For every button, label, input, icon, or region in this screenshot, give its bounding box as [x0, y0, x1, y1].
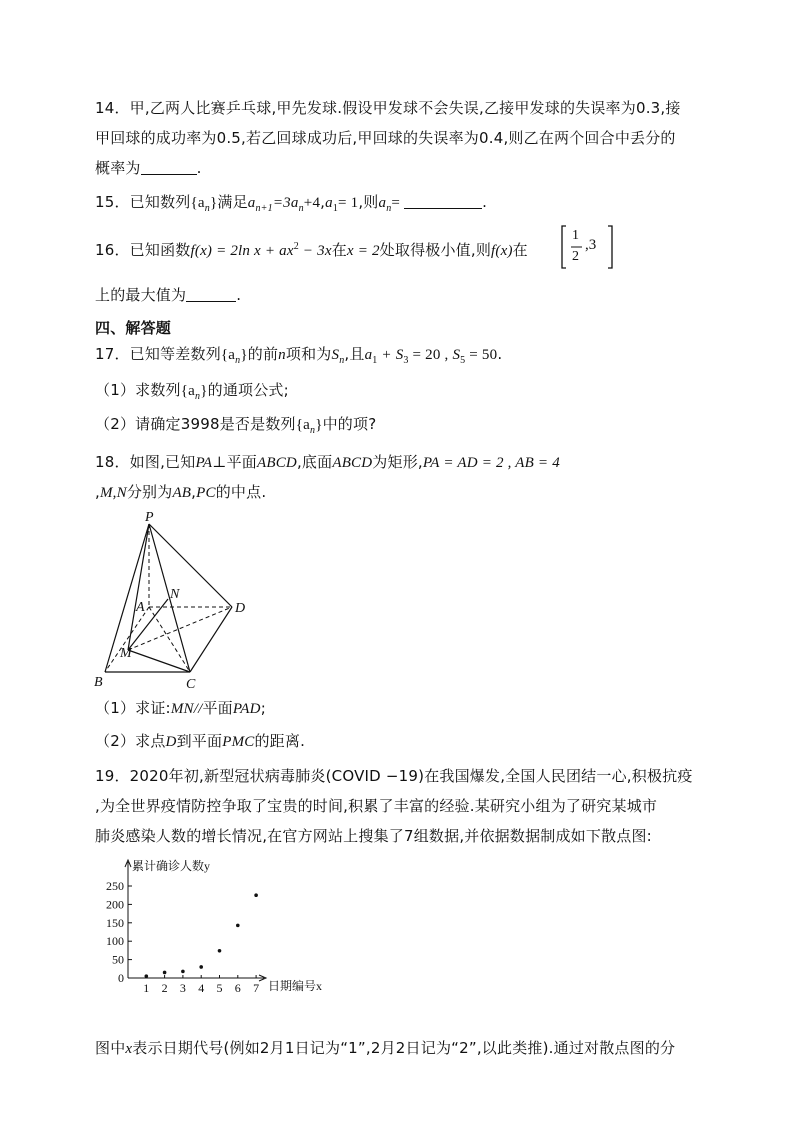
- q18-perp: ⊥: [212, 455, 227, 471]
- q16-fx2: f(x): [491, 243, 513, 259]
- edge-MC: [128, 650, 190, 672]
- q16-line2: [95, 285, 241, 305]
- edge-PM: [128, 524, 149, 650]
- q19-line4-x: x: [125, 1041, 133, 1057]
- q18-abcd2: ABCD: [332, 455, 373, 471]
- q15-rec-tail: +4: [303, 195, 321, 211]
- q16-xeq: x = 2: [346, 243, 380, 259]
- q16-square: 2: [293, 241, 299, 252]
- q18-part1-pad: PAD: [232, 701, 261, 717]
- label-M: M: [120, 646, 132, 661]
- q17-cond2c: = 50: [465, 347, 498, 363]
- q17-cond1b-sub: 3: [403, 355, 409, 366]
- q19-line2: ,为全世界疫情防控争取了宝贵的时间,积累了丰富的经验.某研究小组为了研究某城市: [95, 797, 658, 815]
- q15-line: [95, 192, 487, 219]
- y-tick-label: 250: [106, 879, 124, 893]
- q18-part1: [95, 698, 266, 719]
- q19-line1: 19．2020年初,新型冠状病毒肺炎(COVID −19)在我国爆发,全国人民团结一心,积极抗疫: [95, 767, 693, 785]
- q17-n: n: [278, 347, 286, 363]
- q17-S: S: [331, 347, 340, 363]
- q18-part1-mn: MN: [170, 701, 194, 717]
- q18-cond: PA = AD = 2 , AB = 4: [422, 455, 560, 471]
- q18-line2-a: ,: [95, 483, 100, 501]
- x-tick-label: 4: [198, 981, 205, 995]
- edge-PD: [149, 524, 232, 607]
- q14-line3: [95, 158, 202, 178]
- q17-seq-end: }: [240, 347, 248, 363]
- edge-CD: [190, 607, 232, 672]
- q15-text: 15．已知数列: [95, 193, 191, 211]
- edge-MN: [128, 599, 168, 650]
- q16-frac-num: 1: [572, 228, 579, 243]
- q17-part2-a: （2）请确定3998是否是数列: [95, 415, 296, 433]
- q18-line2-b: 分别为: [126, 483, 173, 501]
- q18-part2-b: 到平面: [176, 732, 223, 750]
- q15-a1: a: [325, 195, 333, 211]
- q15-an-sub: n: [386, 203, 392, 214]
- x-tick-label: 5: [216, 981, 223, 995]
- q14-line2: 甲回球的成功率为0.5,若乙回球成功后,甲回球的失误率为0.4,则乙在两个回合中丢分的: [95, 129, 676, 147]
- q15-text-b: 满足: [217, 193, 248, 211]
- q18-text-d: 为矩形,: [372, 453, 423, 471]
- scatter-point: [199, 965, 203, 969]
- x-tick-label: 6: [234, 981, 241, 995]
- q17-part2-seq-sub: n: [309, 425, 316, 436]
- x-axis-label: 日期编号x: [268, 979, 323, 993]
- q17-part1: [95, 380, 289, 407]
- q17-cond1a: a: [364, 347, 373, 363]
- q17-cond1c: = 20: [408, 347, 441, 363]
- y-tick-label: 0: [118, 971, 124, 985]
- y-tick-label: 200: [106, 897, 124, 912]
- q16-fx-tail: − 3x: [298, 243, 332, 259]
- q19-line4-a: 图中: [95, 1039, 126, 1057]
- y-tick-label: 100: [106, 934, 124, 949]
- q15-an: a: [378, 195, 387, 211]
- q18-ab: AB: [172, 485, 192, 501]
- q16-text-a: 16．已知函数: [95, 241, 191, 259]
- q17-text-c: 项和为: [285, 345, 332, 363]
- q14-text: 概率为: [95, 159, 141, 177]
- q15-rec-eq: =3a: [272, 195, 299, 211]
- q16-line1: [95, 237, 528, 261]
- q18-line1: [95, 452, 560, 473]
- q18-pc: PC: [196, 485, 216, 501]
- q17-part1-a: （1）求数列: [95, 381, 181, 399]
- answer-blank: [141, 160, 197, 175]
- answer-blank: [404, 194, 482, 209]
- q15-end: .: [482, 193, 488, 211]
- q17-S-sub: n: [339, 355, 345, 366]
- q17-part2-seq-end: }: [315, 417, 323, 433]
- q19-line4: [95, 1038, 675, 1059]
- q19-line3: 肺炎感染人数的增长情况,在官方网站上搜集了7组数据,并依据数据制成如下散点图:: [95, 827, 652, 845]
- q14-end: .: [196, 159, 202, 177]
- q17-text-d: ,且: [344, 345, 365, 363]
- scatter-chart: [92, 848, 352, 998]
- edge-AC: [149, 607, 190, 672]
- q18-part2-pmc: PMC: [222, 734, 255, 750]
- q15-an-eq: =: [391, 195, 401, 211]
- q17-cond1b: + S: [377, 347, 404, 363]
- q18-line2-c: 的中点.: [215, 483, 267, 501]
- label-B: B: [94, 675, 103, 690]
- x-tick-label: 7: [253, 981, 260, 995]
- q17-part2-b: 中的项?: [322, 415, 377, 433]
- q18-pa: PA: [195, 455, 213, 471]
- q18-comma: ,: [191, 483, 197, 501]
- q17-cond2: S: [452, 347, 461, 363]
- q16-text-b: 在: [331, 241, 347, 259]
- q18-part2-a: （2）求点: [95, 732, 166, 750]
- q18-text-c: ,底面: [296, 453, 333, 471]
- q18-part2: [95, 731, 305, 752]
- q17-cond1a-sub: 1: [372, 355, 378, 366]
- q15-seq: {a: [190, 195, 205, 211]
- q18-part2-d: D: [165, 734, 177, 750]
- label-D: D: [235, 601, 246, 616]
- scatter-point: [254, 893, 258, 897]
- q18-part1-b: 平面: [202, 699, 233, 717]
- q19-line4-b: 表示日期代号(例如2月1日记为“1”,2月2日记为“2”,以此类推).通过对散点图的分: [132, 1039, 676, 1057]
- q18-part1-a: （1）求证:: [95, 699, 171, 717]
- label-A: A: [136, 600, 145, 615]
- section-title: 四、解答题: [95, 319, 172, 337]
- q18-line2: [95, 482, 266, 503]
- q17-seq-sub: n: [235, 355, 241, 366]
- q17-part1-seq-sub: n: [195, 391, 201, 402]
- scatter-point: [181, 970, 185, 974]
- q17-text-b: 的前: [247, 345, 279, 363]
- q15-comma: ,: [320, 193, 326, 211]
- q17-line1: [95, 344, 502, 371]
- q16-text-e: 上的最大值为: [95, 286, 187, 304]
- q17-seq: {a: [220, 347, 236, 363]
- scatter-point: [236, 924, 240, 928]
- q16-interval-tail: ,3: [585, 237, 597, 253]
- q15-a1-sub: 1: [332, 203, 339, 214]
- q18-text-a: 18．如图,已知: [95, 453, 196, 471]
- q17-text-a: 17．已知等差数列: [95, 345, 221, 363]
- x-tick-label: 1: [143, 981, 150, 995]
- q17-part2-seq: {a: [295, 417, 310, 433]
- x-tick-label: 2: [161, 981, 168, 995]
- q15-rec: a: [247, 195, 256, 211]
- q14-line1: 14．甲,乙两人比赛乒乓球,甲先发球.假设甲发球不会失误,乙接甲发球的失误率为0.3,接: [95, 99, 681, 117]
- q18-mn: M,N: [99, 485, 127, 501]
- label-C: C: [186, 677, 196, 690]
- y-tick-label: 50: [112, 952, 124, 967]
- q18-part2-c: 的距离.: [254, 732, 306, 750]
- label-N: N: [170, 587, 180, 602]
- scatter-point: [163, 971, 167, 975]
- q16-fx: f(x) = 2ln x + ax: [190, 243, 294, 259]
- pyramid-figure: [92, 510, 262, 690]
- edge-AB: [105, 607, 149, 672]
- q15-seq-sub: n: [204, 203, 210, 214]
- q18-part1-c: ;: [260, 699, 266, 717]
- q17-part1-seq-end: }: [200, 383, 208, 399]
- q16-text-c: 处取得极小值,则: [379, 241, 492, 259]
- y-tick-label: 150: [106, 915, 124, 930]
- label-P: P: [145, 510, 154, 525]
- q16-end: .: [236, 286, 242, 304]
- scatter-point: [145, 974, 149, 978]
- q15-rec-sub2: n: [298, 203, 304, 214]
- q17-part1-b: 的通项公式;: [207, 381, 289, 399]
- q15-seq-end: }: [209, 195, 218, 211]
- answer-blank: [186, 287, 236, 302]
- q18-abcd: ABCD: [256, 455, 297, 471]
- q17-part2: [95, 414, 376, 441]
- q18-text-b: 平面: [226, 453, 257, 471]
- q18-part1-par: //: [193, 701, 203, 717]
- q17-cond2-sub: 5: [460, 355, 466, 366]
- q16-text-d: 在: [512, 241, 528, 259]
- q16-interval: [560, 224, 616, 270]
- q15-a1-eq: = 1: [338, 195, 359, 211]
- q15-then: ,则: [358, 193, 379, 211]
- scatter-point: [218, 949, 222, 953]
- y-axis-label: 累计确诊人数y: [132, 859, 211, 873]
- q17-part1-seq: {a: [180, 383, 196, 399]
- x-tick-label: 3: [179, 981, 186, 995]
- q15-rec-sub: n+1: [255, 203, 273, 214]
- q16-frac-den: 2: [572, 249, 579, 264]
- q17-sep: ,: [440, 347, 453, 363]
- q17-end: .: [497, 345, 503, 363]
